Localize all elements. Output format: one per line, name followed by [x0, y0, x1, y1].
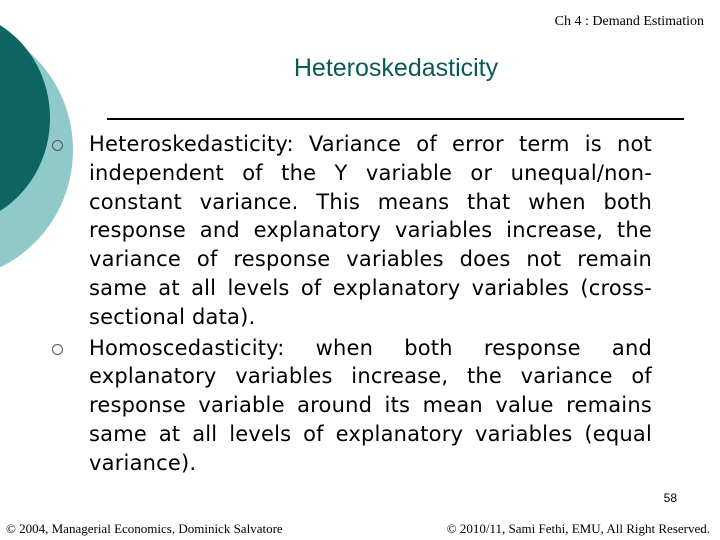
- title-underline: [107, 118, 684, 120]
- bullet-circle-icon: [52, 344, 63, 355]
- footer-copyright-right: © 2010/11, Sami Fethi, EMU, All Right Reserved.: [446, 521, 710, 536]
- chapter-header: Ch 4 : Demand Estimation: [554, 14, 704, 29]
- bullet-item: [52, 130, 652, 332]
- bullet-list: [52, 130, 652, 478]
- page-number: 58: [663, 491, 677, 505]
- slide-title: Heteroskedasticity: [293, 54, 499, 82]
- bullet-item: [52, 334, 652, 478]
- footer-copyright-left: © 2004, Managerial Economics, Dominick Salvatore: [6, 521, 283, 536]
- bullet-circle-icon: [52, 140, 63, 151]
- bullet-text-heteroskedasticity: Heteroskedasticity: Variance of error term is not independent of the Y variable or unequal/non-constant variance. This means that when both response and explanatory variables increase, the variance of response variables does not remain same at all levels of explanatory variables (cross-sectional data).: [89, 132, 652, 329]
- bullet-text-homoscedasticity: Homoscedasticity: when both response and explanatory variables increase, the variance of response variable around its mean value remains same at all levels of explanatory variables (equal variance).: [89, 335, 652, 475]
